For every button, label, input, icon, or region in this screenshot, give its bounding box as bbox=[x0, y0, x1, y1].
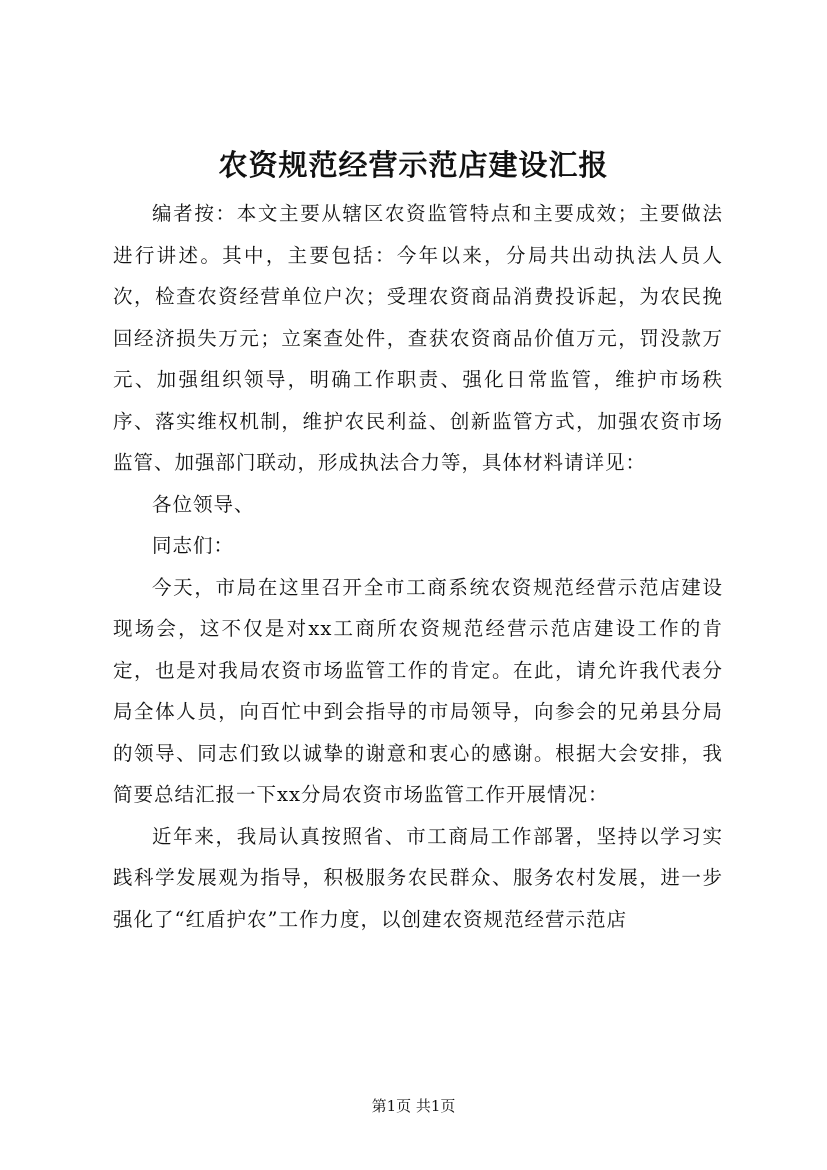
salutation-leaders: 各位领导、 bbox=[152, 492, 255, 516]
editor-note-paragraph: 编者按：本文主要从辖区农资监管特点和主要成效；主要做法进行讲述。其中，主要包括：今年以来，分局共出动执法人员人次，检查农资经营单位户次；受理农资商品消费投诉起，为农民挽回经济损失万元；立案查处件，查获农资商品价值万元，罚没款万元、加强组织领导，明确工作职责、强化日常监管，维护市场秩序、落实维权机制，维护农民利益、创新监管方式，加强农资市场监管、加强部门联动，形成执法合力等，具体材料请详见： bbox=[113, 202, 723, 474]
document-title: 农资规范经营示范店建设汇报 bbox=[218, 148, 609, 182]
salutation-comrades: 同志们： bbox=[152, 534, 235, 557]
page-number-footer: 第1页 共1页 bbox=[371, 1097, 456, 1115]
opening-paragraph: 今天，市局在这里召开全市工商系统农资规范经营示范店建设现场会，这不仅是对xx工商所农资规范经营示范店建设工作的肯定，也是对我局农资市场监管工作的肯定。在此，请允许我代表分局全体人员，向百忙中到会指导的市局领导，向参会的兄弟县分局的领导、同志们致以诚挚的谢意和衷心的感谢。根据大会安排，我简要总结汇报一下xx分局农资市场监管工作开展情况： bbox=[113, 575, 723, 806]
document-body bbox=[113, 193, 723, 940]
work-summary-paragraph: 近年来，我局认真按照省、市工商局工作部署，坚持以学习实践科学发展观为指导，积极服务农民群众、服务农村发展，进一步强化了“红盾护农”工作力度，以创建农资规范经营示范店 bbox=[113, 824, 723, 931]
